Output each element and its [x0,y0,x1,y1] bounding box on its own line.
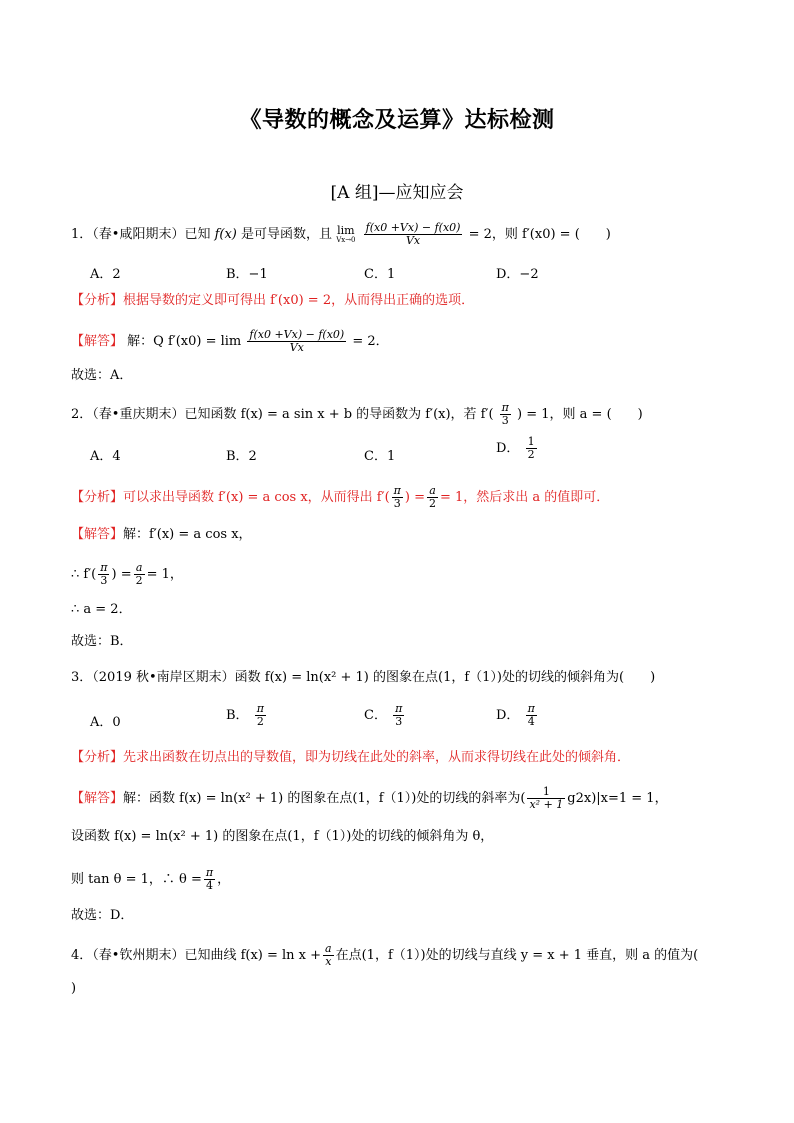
q3-analysis [71,749,630,767]
q1-option-c: C．1 [364,267,396,282]
frac-num: π [256,702,264,715]
frac-den: 3 [393,497,401,510]
analysis-tag: 【分析】 [71,490,124,505]
q4-stem-part: 4．（春•钦州期末）已知曲线 f(x) = ln x + [71,948,322,963]
q1-lim-sub: Vx→0 [336,235,356,244]
q3-sol-text: ， [217,872,231,887]
frac-num: a [325,942,332,955]
frac-den: 3 [395,715,403,728]
frac-num: π [100,561,108,574]
question-1-stem [71,222,611,247]
q2-opt-d-num: 1 [527,435,535,448]
solution-tag: 【解答】 [71,791,124,806]
q2-option-d-fraction [526,436,537,461]
frac-num: a [134,562,145,575]
q2-analysis-fraction-pi [392,485,403,510]
q1-frac-num: f(x0 +Vx) − f(x0) [365,221,461,234]
q2-frac-den: 3 [501,414,509,427]
q1-sol-frac-den: Vx [289,341,304,354]
q2-frac-num: π [501,401,509,414]
analysis-tag: 【分析】 [71,750,124,765]
frac-num: π [205,866,214,879]
q1-option-d: D．−2 [496,267,539,282]
frac-num: π [393,484,401,497]
q2-opt-d-den: 2 [527,448,535,461]
analysis-tag: 【分析】 [71,293,124,308]
q2-solution [71,526,252,544]
q1-analysis-text: 根据导数的定义即可得出 f′(x0) = 2，从而得出正确的选项． [123,293,475,308]
frac-num: π [395,702,403,715]
q1-stem-part: 1．（春•咸阳期末）已知 [71,227,211,242]
q1-option-a: A．2 [90,267,121,282]
q1-frac-den: Vx [405,234,421,247]
frac-den: 2 [428,497,436,510]
q3-option-d-fraction [526,703,537,728]
q2-option-a: A．4 [90,449,121,464]
q3-option-b-fraction [255,703,266,728]
q2-sol-fraction-a [134,562,145,587]
q2-stem-part: 2．（春•重庆期末）已知函数 f(x) = a sin x + b 的导函数为 f′(x)，若 f′( [71,407,494,422]
q1-stem-part: 是可导函数，且 [241,227,333,242]
q2-choice: 故选：B． [71,634,133,649]
q3-option-c [364,703,406,728]
q3-sol-fraction-theta [204,867,215,892]
q3-option-c-fraction [393,703,404,728]
q2-solution-line-3: ∴ a = 2． [71,602,132,617]
q1-solution-fraction [247,329,346,354]
solution-tag: 【解答】 [71,334,124,349]
q3-analysis-text: 先求出函数在切点出的导数值，即为切线在此处的斜率，从而求得切线在此处的倾斜角． [123,750,631,765]
question-4-stem [71,943,698,968]
section-heading: [A 组]—应知应会 [330,183,464,203]
q3-option-b [226,703,268,728]
q2-analysis-text: = 1，然后求出 a 的值即可． [439,490,610,505]
q2-sol-text: ∴ f′( [71,567,97,582]
q3-option-a: A．0 [90,715,121,730]
frac-den: x [325,955,332,968]
q3-option-c-label: C． [364,708,387,723]
q2-analysis [71,485,609,510]
frac-den: 4 [527,715,535,728]
q2-solution-line-1: 解：f′(x) = a cos x， [123,527,252,542]
q2-option-d-label: D． [496,441,520,456]
q1-solution-start: 解：Q f′(x0) = lim [127,334,242,349]
frac-den: x² + 1 [529,798,564,811]
frac-den: 3 [100,574,108,587]
q2-option-b: B．2 [226,449,257,464]
frac-den: 4 [205,879,213,892]
q1-option-b: B．−1 [226,267,268,282]
q3-choice: 故选：D． [71,908,134,923]
q1-analysis [71,292,474,310]
solution-tag: 【解答】 [71,527,124,542]
page-title: 《导数的概念及运算》达标检测 [239,108,555,133]
q2-sol-text: = 1， [146,567,183,582]
q3-solution-line-3 [71,867,230,892]
frac-num: 1 [527,786,565,799]
q2-sol-text: ) = [111,567,132,582]
q2-stem-fraction [500,402,511,427]
q3-option-d [496,703,539,728]
q1-stem-end: = 2，则 f′(x0) = ( ) [468,227,611,242]
q1-fraction [364,222,463,247]
q3-sol-text: g2x)|x=1 = 1， [567,791,668,806]
q3-sol-text: 解：函数 f(x) = ln(x² + 1) 的图象在点(1，f（1）)处的切线的斜率为( [123,791,526,806]
q1-stem-func: f(x) [214,227,237,242]
q2-option-c: C．1 [364,449,396,464]
q4-stem-fraction [323,943,334,968]
frac-num: π [527,702,535,715]
q4-stem-end: ) [71,981,77,996]
frac-den: 2 [256,715,264,728]
q3-option-d-label: D． [496,708,520,723]
q2-analysis-fraction-a [427,485,438,510]
q2-sol-fraction-pi [98,562,109,587]
q1-solution-end: = 2． [352,334,389,349]
question-2-stem [71,402,643,427]
q3-solution [71,786,668,811]
q3-solution-line-2: 设函数 f(x) = ln(x² + 1) 的图象在点(1，f（1）)处的切线的倾斜角为 θ， [71,829,494,844]
q2-analysis-text: ) = [404,490,425,505]
q3-option-b-label: B． [226,708,249,723]
q4-stem-part: 在点(1，f（1）)处的切线与直线 y = x + 1 垂直，则 a 的值为( [335,948,699,963]
q1-limit [336,223,356,244]
frac-num: a [427,485,438,498]
q1-choice: 故选：A． [71,368,133,383]
q1-sol-frac-num: f(x0 +Vx) − f(x0) [249,328,345,341]
q1-lim-text: lim [337,223,355,237]
q2-analysis-text: 可以求出导函数 f′(x) = a cos x，从而得出 f′( [123,490,390,505]
q1-solution [71,329,389,354]
q2-solution-line-2 [71,562,183,587]
q3-sol-text: 则 tan θ = 1，∴ θ = [71,872,202,887]
q2-stem-end: ) = 1，则 a = ( ) [517,407,643,422]
question-3-stem: 3．（2019 秋•南岸区期末）函数 f(x) = ln(x² + 1) 的图象在点(1，f（1）)处的切线的倾斜角为( ) [71,670,656,685]
frac-den: 2 [135,574,143,587]
q2-option-d [496,436,539,461]
q3-sol-fraction [527,786,565,811]
